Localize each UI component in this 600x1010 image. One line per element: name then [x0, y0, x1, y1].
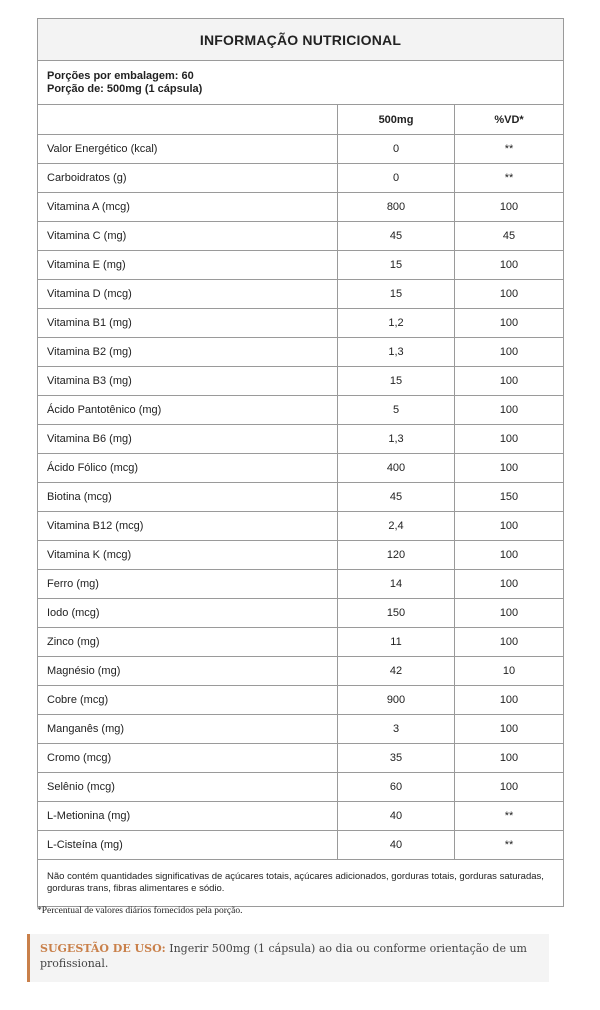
nutrient-name: Magnésio (mg) — [38, 657, 338, 686]
nutrient-vd: 100 — [455, 280, 564, 309]
portions-per-package: Porções por embalagem: 60 — [47, 69, 194, 82]
nutrient-name: Vitamina B12 (mcg) — [38, 512, 338, 541]
nutrient-vd: ** — [455, 802, 564, 831]
table-row — [38, 454, 564, 483]
nutrient-vd: ** — [455, 135, 564, 164]
nutrient-name: Selênio (mcg) — [38, 773, 338, 802]
nutrient-amount: 60 — [338, 773, 455, 802]
table-row — [38, 512, 564, 541]
nutrient-name: Vitamina C (mg) — [38, 222, 338, 251]
nutrient-amount: 900 — [338, 686, 455, 715]
table-row — [38, 599, 564, 628]
table-row — [38, 164, 564, 193]
table-row — [38, 338, 564, 367]
table-row — [38, 628, 564, 657]
portion-info — [38, 61, 564, 105]
nutrient-name: Vitamina E (mg) — [38, 251, 338, 280]
nutrient-name: Ferro (mg) — [38, 570, 338, 599]
nutrient-name: L-Metionina (mg) — [38, 802, 338, 831]
nutrient-amount: 150 — [338, 599, 455, 628]
nutrient-name: L-Cisteína (mg) — [38, 831, 338, 860]
nutrient-amount: 40 — [338, 802, 455, 831]
nutrient-name: Carboidratos (g) — [38, 164, 338, 193]
nutrient-name: Vitamina B1 (mg) — [38, 309, 338, 338]
nutrient-vd: 100 — [455, 570, 564, 599]
nutrient-vd: 100 — [455, 309, 564, 338]
table-row — [38, 280, 564, 309]
nutrient-amount: 15 — [338, 367, 455, 396]
nutrient-vd: 100 — [455, 193, 564, 222]
nutrient-vd: 100 — [455, 367, 564, 396]
nutrient-name: Ácido Pantotênico (mg) — [38, 396, 338, 425]
portion-size: Porção de: 500mg (1 cápsula) — [47, 82, 203, 95]
nutrient-vd: 100 — [455, 425, 564, 454]
table-row — [38, 686, 564, 715]
table-row — [38, 396, 564, 425]
nutrient-amount: 42 — [338, 657, 455, 686]
nutrient-amount: 15 — [338, 280, 455, 309]
nutrient-vd: 100 — [455, 454, 564, 483]
nutrient-name: Zinco (mg) — [38, 628, 338, 657]
nutrient-vd: 100 — [455, 396, 564, 425]
table-row — [38, 425, 564, 454]
table-footnote: Não contém quantidades significativas de açúcares totais, açúcares adicionados, gorduras totais, gorduras saturadas, gorduras trans, fibras alimentares e sódio. — [38, 860, 564, 907]
table-row — [38, 193, 564, 222]
nutrient-vd: 45 — [455, 222, 564, 251]
nutrient-amount: 45 — [338, 222, 455, 251]
nutrient-amount: 35 — [338, 744, 455, 773]
nutrient-vd: 100 — [455, 628, 564, 657]
nutrient-name: Manganês (mg) — [38, 715, 338, 744]
nutrient-vd: 150 — [455, 483, 564, 512]
percent-note: *Percentual de valores diários fornecidos pela porção. — [37, 906, 243, 916]
nutrient-vd: ** — [455, 164, 564, 193]
column-header-amount: 500mg — [338, 105, 455, 135]
nutrient-amount: 0 — [338, 164, 455, 193]
nutrient-name: Valor Energético (kcal) — [38, 135, 338, 164]
nutrient-amount: 14 — [338, 570, 455, 599]
nutrient-amount: 40 — [338, 831, 455, 860]
nutrient-name: Vitamina K (mcg) — [38, 541, 338, 570]
usage-suggestion-text: Ingerir 500mg (1 cápsula) ao dia ou conforme orientação de um profissional. — [40, 942, 527, 970]
table-row — [38, 657, 564, 686]
nutrient-vd: 100 — [455, 744, 564, 773]
usage-suggestion-label: SUGESTÃO DE USO: — [40, 942, 166, 955]
nutrient-vd: 100 — [455, 541, 564, 570]
nutrient-vd: 100 — [455, 251, 564, 280]
nutrient-vd: 10 — [455, 657, 564, 686]
nutrient-amount: 3 — [338, 715, 455, 744]
nutrient-vd: 100 — [455, 715, 564, 744]
nutrient-amount: 0 — [338, 135, 455, 164]
table-row — [38, 744, 564, 773]
nutrient-name: Vitamina D (mcg) — [38, 280, 338, 309]
nutrition-table — [37, 18, 564, 907]
nutrient-vd: 100 — [455, 512, 564, 541]
nutrient-name: Cobre (mcg) — [38, 686, 338, 715]
nutrient-name: Cromo (mcg) — [38, 744, 338, 773]
table-row — [38, 367, 564, 396]
nutrient-amount: 2,4 — [338, 512, 455, 541]
nutrient-amount: 15 — [338, 251, 455, 280]
nutrient-amount: 45 — [338, 483, 455, 512]
nutrient-name: Vitamina B6 (mg) — [38, 425, 338, 454]
nutrient-amount: 1,3 — [338, 425, 455, 454]
nutrient-name: Iodo (mcg) — [38, 599, 338, 628]
table-row — [38, 135, 564, 164]
nutrient-vd: 100 — [455, 686, 564, 715]
nutrient-name: Vitamina A (mcg) — [38, 193, 338, 222]
nutrient-amount: 5 — [338, 396, 455, 425]
column-header-nutrient — [38, 105, 338, 135]
table-row — [38, 541, 564, 570]
nutrient-amount: 120 — [338, 541, 455, 570]
nutrient-name: Biotina (mcg) — [38, 483, 338, 512]
nutrient-name: Vitamina B3 (mg) — [38, 367, 338, 396]
table-row — [38, 309, 564, 338]
nutrient-amount: 11 — [338, 628, 455, 657]
table-row — [38, 251, 564, 280]
table-row — [38, 570, 564, 599]
nutrient-vd: 100 — [455, 338, 564, 367]
table-row — [38, 715, 564, 744]
nutrient-vd: ** — [455, 831, 564, 860]
table-row — [38, 483, 564, 512]
column-header-vd: %VD* — [455, 105, 564, 135]
table-row — [38, 831, 564, 860]
table-row — [38, 773, 564, 802]
nutrient-vd: 100 — [455, 599, 564, 628]
nutrient-amount: 1,3 — [338, 338, 455, 367]
table-row — [38, 222, 564, 251]
table-title: INFORMAÇÃO NUTRICIONAL — [38, 19, 564, 61]
nutrient-amount: 800 — [338, 193, 455, 222]
nutrient-name: Vitamina B2 (mg) — [38, 338, 338, 367]
nutrient-amount: 1,2 — [338, 309, 455, 338]
nutrient-name: Ácido Fólico (mcg) — [38, 454, 338, 483]
usage-suggestion — [27, 934, 549, 982]
nutrient-amount: 400 — [338, 454, 455, 483]
table-row — [38, 802, 564, 831]
nutrient-vd: 100 — [455, 773, 564, 802]
